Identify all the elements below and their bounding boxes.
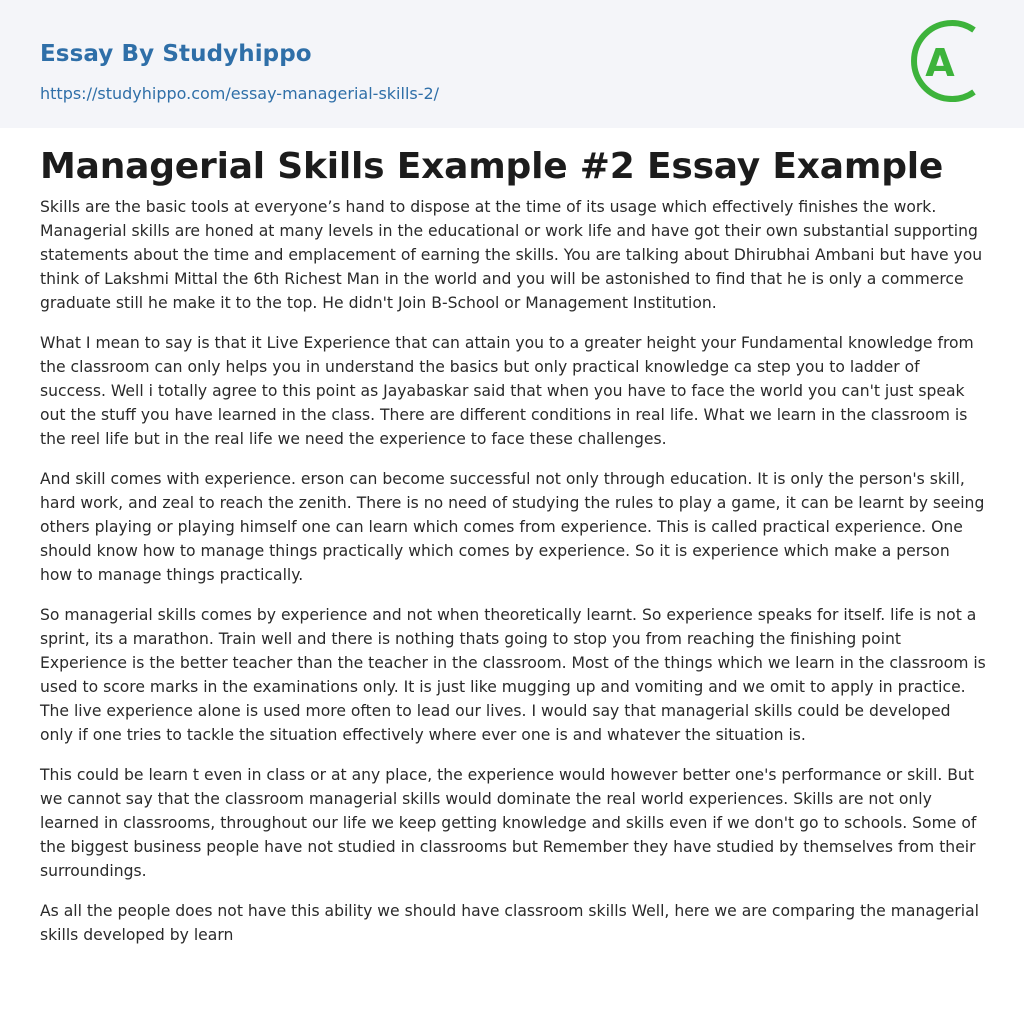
- essay-paragraph: So managerial skills comes by experience and not when theoretically learnt. So experience speaks for itself. life is not a sprint, its a marathon. Train well and there is nothing thats going to stop you from reaching the finishing point Experience is the better teacher than the teacher in the classroom. Most of the things which we learn in the classroom is used to score marks in the examinations only. It is just like mugging up and vomiting and we omit to apply in practice. The live experience alone is used more often to lead our lives. I would say that managerial skills could be developed only if one tries to tackle the situation effectively where ever one is and whatever the situation is.: [40, 606, 986, 744]
- logo-letter: A: [925, 41, 955, 85]
- essay-paragraph: Skills are the basic tools at everyone’s hand to dispose at the time of its usage which effectively finishes the work. Managerial skills are honed at many levels in the educational or work life and have got their own substantial supporting statements about the time and emplacement of earning the skills. You are talking about Dhirubhai Ambani but have you think of Lakshmi Mittal the 6th Richest Man in the world and you will be astonished to find that he is only a commerce graduate still he make it to the top. He didn't Join B-School or Management Institution.: [40, 198, 983, 312]
- essay-paragraph: As all the people does not have this ability we should have classroom skills Well, here we are comparing the managerial skills developed by learn: [40, 902, 980, 944]
- essay-paragraph: And skill comes with experience. erson can become successful not only through education. It is only the person's skill, hard work, and zeal to reach the zenith. There is no need of studying the rules to play a game, it can be learnt by seeing others playing or playing himself one can learn which comes from experience. This is called practical experience. One should know how to manage things practically which comes by experience. So it is experience which make a person how to manage things practically.: [40, 470, 985, 584]
- essay-paragraph: This could be learn t even in class or at any place, the experience would however better one's performance or skill. But we cannot say that the classroom managerial skills would dominate the real world experiences. Skills are not only learned in classrooms, throughout our life we keep getting knowledge and skills even if we don't go to schools. Some of the biggest business people have not studied in classrooms but Remember they have studied by themselves from their surroundings.: [40, 766, 977, 880]
- site-brand[interactable]: Essay By Studyhippo: [40, 41, 312, 67]
- source-url-link[interactable]: https://studyhippo.com/essay-managerial-skills-2/: [40, 84, 440, 103]
- page-title: Managerial Skills Example #2 Essay Example: [40, 146, 944, 187]
- essay-body: [40, 195, 986, 963]
- essay-paragraph: What I mean to say is that it Live Experience that can attain you to a greater height your Fundamental knowledge from the classroom can only helps you in understand the basics but only practical knowledge ca step you to ladder of success. Well i totally agree to this point as Jayabaskar said that when you have to face the world you can't just speak out the stuff you have learned in the class. There are different conditions in real life. What we learn in the classroom is the reel life but in the real life we need the experience to face these challenges.: [40, 334, 974, 448]
